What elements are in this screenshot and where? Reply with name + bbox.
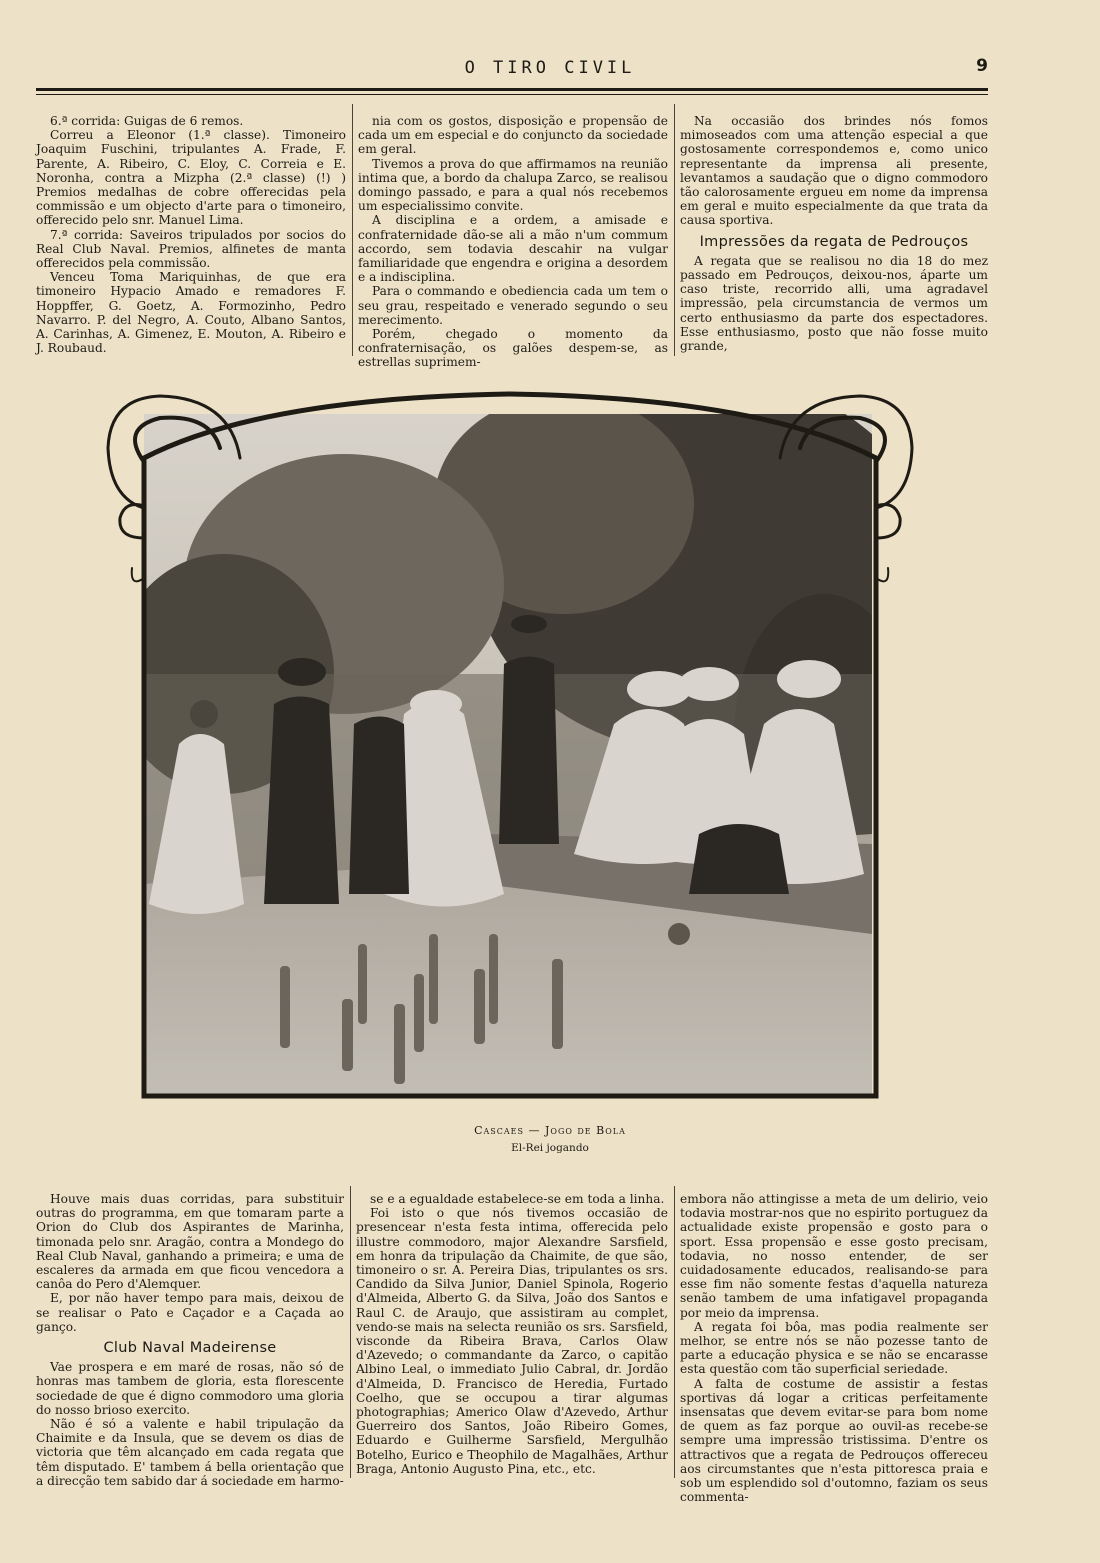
bottom-column-2	[356, 1192, 668, 1476]
paragraph: Porém, chegado o momento da confraternisação, os galões despem-se, as estrellas suprimem-	[358, 327, 668, 370]
column-divider	[352, 104, 353, 356]
header-rule-thick	[36, 88, 988, 91]
photo-subcaption: El-Rei jogando	[511, 1142, 589, 1154]
header-rule-thin	[36, 94, 988, 95]
paragraph: Houve mais duas corridas, para substituir outras do programma, em que tomaram parte a Orion do Club dos Aspirantes de Marinha, timonada pelo snr. Aragão, contra a Mondego do Real Club Naval, ganhando a primeira; e uma de escaleres da armada em que ficou vencedora a canôa do Pero d'Alemquer.	[36, 1192, 344, 1292]
paragraph: embora não attingisse a meta de um delirio, veio todavia mostrar-nos que no espirito portuguez da actualidade existe propensão e gosto para o sport. Essa propensão e esse gosto precisam, todavia, no nosso entender, de ser cuidadosamente educados, realisando-se para esse fim não somente festas d'aquella natureza senão tambem de uma infatigavel propaganda por meio da imprensa.	[680, 1192, 988, 1320]
column-divider	[350, 1186, 351, 1478]
top-column-3	[680, 114, 988, 353]
paragraph: se e a egualdade estabelece-se em toda a linha.	[370, 1192, 665, 1206]
photo-caption: Cascaes — Jogo de Bola	[474, 1124, 626, 1137]
paragraph: Foi isto o que nós tivemos occasião de presencear n'esta festa intima, offerecida pelo illustre commodoro, major Alexandre Sarsfield, em honra da tripulação da Chaimite, de que são, timoneiro o sr. A. Pereira Dias, tripulantes os srs. Candido da Silva Junior, Daniel Spinola, Rogerio d'Almeida, Alberto G. da Silva, João dos Santos e Raul C. de Araujo, que assistiram au complet, vendo-se mais na selecta reunião os srs. Sarsfield, visconde da Ribeira Brava, Carlos Olaw d'Azevedo; o commandante da Zarco, o capitão Albino Leal, o immediato Julio Cabral, dr. Jordão d'Almeida, D. Francisco de Heredia, Furtado Coelho, que se occupou a tirar algumas photographias; Americo Olaw d'Azevedo, Arthur Guerreiro dos Santos, João Ribeiro Gomes, Eduardo e Guilherme Sarsfield, Mergulhão Botelho, Eurico e Theophilo de Magalhães, Arthur Braga, Antonio Augusto Pina, etc., etc.	[356, 1206, 668, 1476]
paragraph: Não é só a valente e habil tripulação da Chaimite e da Insula, que se devem os dias de victoria que têm alcançado em cada regata que têm disputado. E' tambem á bella orientação que a direcção tem sabido dar á sociedade em harmo-	[36, 1417, 344, 1488]
paragraph: E, por não haver tempo para mais, deixou de se realisar o Pato e Caçador e a Caçada ao ganço.	[36, 1291, 344, 1334]
paragraph: Vae prospera e em maré de rosas, não só de honras mas tambem de gloria, esta florescente sociedade de que é digno commodoro uma gloria do nosso brioso exercito.	[36, 1360, 344, 1417]
paragraph: Para o commando e obediencia cada um tem o seu grau, respeitado e venerado segundo o seu merecimento.	[358, 284, 668, 327]
column-divider	[674, 104, 675, 356]
paragraph: nia com os gostos, disposição e propensão de cada um em especial e do conjuncto da sociedade em geral.	[358, 114, 668, 157]
paragraph: Tivemos a prova do que affirmamos na reunião intima que, a bordo da chalupa Zarco, se realisou domingo passado, e para a qual nós recebemos um especialissimo convite.	[358, 156, 668, 214]
page-number: 9	[976, 56, 988, 76]
photo-figure	[100, 388, 920, 1110]
bottom-column-3	[680, 1192, 988, 1504]
section-heading: Club Naval Madeirense	[103, 1340, 277, 1357]
paragraph: Correu a Eleonor (1.ª classe). Timoneiro Joaquim Fuschini, tripulantes A. Frade, F. Parente, A. Ribeiro, C. Eloy, C. Correia e E. Noronha, contra a Mizpha (2.ª classe) (!) ) Premios medalhas de cobre offerecidas pela commissão e um objecto d'arte para o timoneiro, offerecido pelo snr. Manuel Lima.	[36, 128, 346, 228]
paragraph: Na occasião dos brindes nós fomos mimoseados com uma attenção especial a que gostosamente correspondemos e, como unico representante da imprensa ali presente, levantamos a saudação que o digno commodoro tão calorosamente ergueu em nome da imprensa em geral e muito especialmente da que trata da causa sportiva.	[680, 114, 988, 228]
paragraph: A disciplina e a ordem, a amisade e confraternidade dão-se ali a mão n'um commum accordo, sem todavia descahir na vulgar familiaridade que engendra e origina a desordem e a indisciplina.	[358, 213, 668, 285]
column-divider	[674, 1186, 675, 1478]
ornamental-frame	[100, 388, 920, 1110]
newspaper-title: O TIRO CIVIL	[464, 58, 636, 78]
top-column-2	[358, 114, 668, 370]
top-column-1	[36, 114, 346, 355]
section-heading: Impressões da regata de Pedrouços	[699, 233, 969, 250]
paragraph: 6.ª corrida: Guigas de 6 remos.	[50, 114, 244, 128]
paragraph: A regata foi bôa, mas podia realmente ser melhor, se entre nós se não pozesse tanto de parte a educação physica e se não se encarasse esta questão com tão superficial seriedade.	[680, 1319, 988, 1377]
paragraph: Venceu Toma Mariquinhas, de que era timoneiro Hypacio Amado e remadores F. Hoppffer, G. Goetz, A. Formozinho, Pedro Navarro. P. del Negro, A. Couto, Albano Santos, A. Carinhas, A. Gimenez, E. Mouton, A. Ribeiro e J. Roubaud.	[36, 270, 346, 356]
paragraph: 7.ª corrida: Saveiros tripulados por socios do Real Club Naval. Premios, alfinetes de manta offerecidos pela commissão.	[36, 227, 346, 271]
bottom-column-1	[36, 1192, 344, 1488]
paragraph: A regata que se realisou no dia 18 do mez passado em Pedrouços, deixou-nos, áparte um caso triste, recorrido alli, uma agradavel impressão, pela circumstancia de vermos um certo enthusiasmo da parte dos espectadores. Esse enthusiasmo, posto que não fosse muito grande,	[680, 253, 988, 354]
paragraph: A falta de costume de assistir a festas sportivas dá logar a criticas perfeitamente insensatas que devem evitar-se para bom nome de quem as faz porque ao ouvil-as recebe-se sempre uma impressão tristissima. D'entre os attractivos que a regata de Pedrouços offereceu aos circumstantes que n'esta pittoresca praia e sob um esplendido sol d'outomno, faziam os seus commenta-	[680, 1376, 988, 1505]
